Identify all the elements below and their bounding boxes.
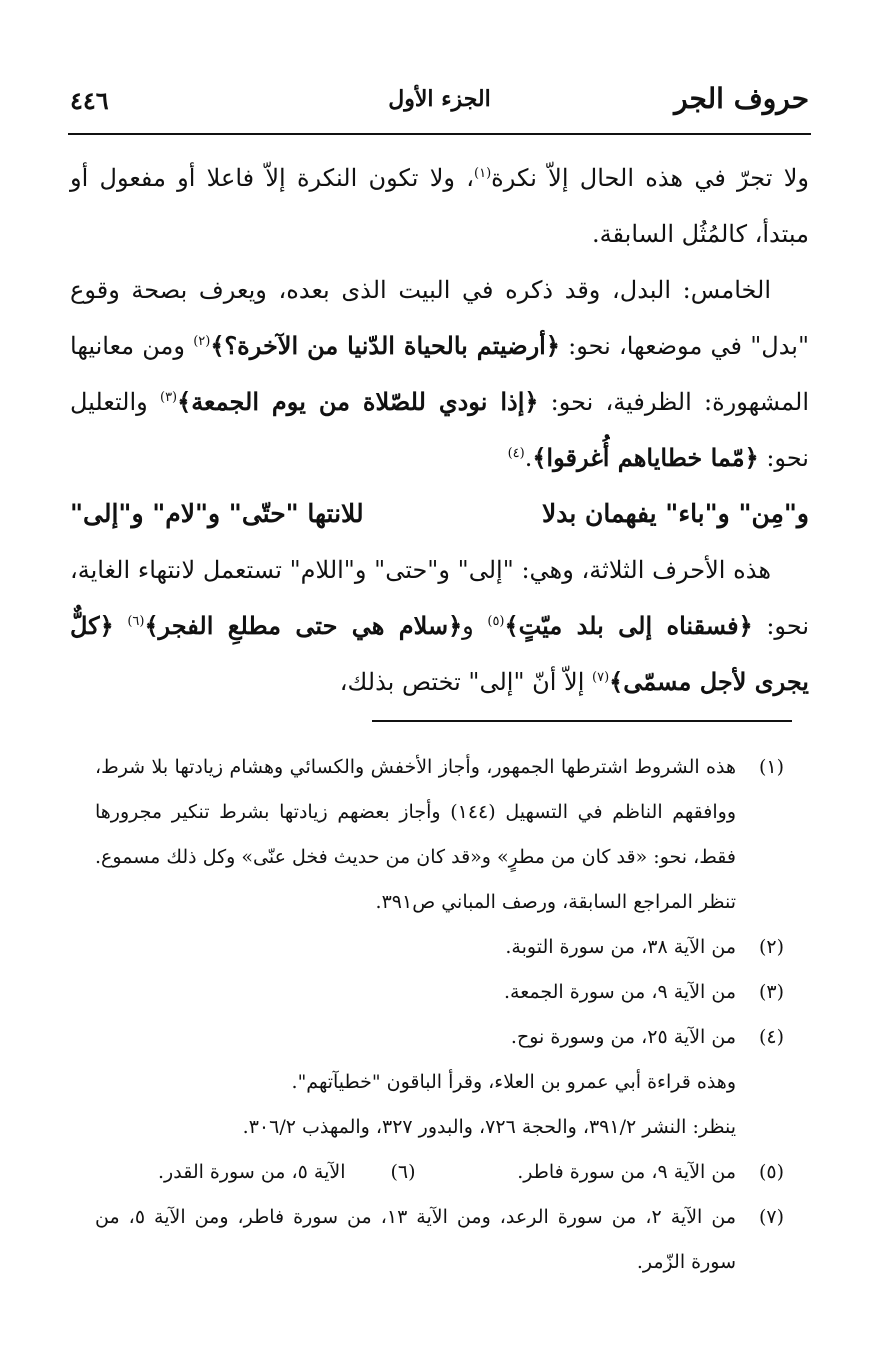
footnotes	[95, 745, 784, 1285]
part-label: الجزء الأول	[388, 86, 491, 112]
footnote-2: (٢) من الآية ٣٨، من سورة التوبة.	[505, 936, 784, 958]
quran-quote: ﴿سلام هي حتى مطلعِ الفجر﴾	[144, 611, 463, 640]
paragraph-1: ولا تجرّ في هذه الحال إلاّ نكرة$^{(١)}$، ولا تكون النكرة إلاّ فاعلا أو مفعول أو مبتدأ، كالمُثُل السابقة.	[70, 164, 809, 248]
footnote-5-6: (٥) من الآية ٩، من سورة فاطر. (٦) الآية ٥، من سورة القدر.	[95, 1150, 784, 1195]
quran-quote: ﴿كلٌّ يجرى لأجل مسمّى﴾	[70, 611, 809, 696]
verse-hemistich-right: و"مِن" و"باء" يفهمان بدلا	[541, 499, 809, 528]
quran-quote: ﴿مّما خطاياهم أُغرقوا﴾	[532, 443, 759, 472]
footnote-4-line-2: وهذه قراءة أبي عمرو بن العلاء، وقرأ الباقون "خطيآتهم".	[291, 1071, 736, 1093]
footnote-ref: (٧)	[592, 670, 610, 685]
footnote-4: (٤) من الآية ٢٥، من وسورة نوح.	[510, 1026, 784, 1048]
footnote-ref: (٣)	[159, 390, 178, 405]
footnote-ref: (١)	[474, 166, 492, 181]
footnote-7: (٧) من الآية ٢، من سورة الرعد، ومن الآية ١٣، من سورة فاطر، ومن الآية ٥، من سورة الزّمر.	[95, 1206, 784, 1273]
footnote-ref: (٥)	[487, 614, 505, 629]
footnote-ref: (٢)	[193, 334, 211, 349]
footnote-6: (٦) الآية ٥، من سورة القدر.	[158, 1161, 416, 1183]
verse-hemistich-left: للانتها "حتّى" و"لام" و"إلى"	[70, 499, 364, 528]
quran-quote: ﴿إذا نودي للصّلاة من يوم الجمعة﴾	[177, 387, 539, 416]
footnote-ref: (٦)	[127, 614, 145, 629]
footnote-separator	[372, 720, 792, 722]
quran-quote: ﴿أرضيتم بالحياة الدّنيا من الآخرة؟﴾	[210, 331, 560, 360]
main-text	[70, 150, 809, 710]
header-rule	[68, 133, 811, 135]
page-number: ٤٤٦	[70, 86, 109, 115]
footnote-5: من الآية ٩، من سورة فاطر.	[517, 1161, 736, 1183]
footnote-ref: (٤)	[507, 446, 525, 461]
footnote-1: (١) هذه الشروط اشترطها الجمهور، وأجاز الأخفش والكسائي وهشام زيادتها بلا شرط، ووافقهم الناظم في التسهيل (١٤٤) وأجاز بعضهم زيادتها بشرط تنكير مجرورها فقط، نحو: «قد كان من مطرٍ» و«قد كان من حديث فخل عنّى» وكل ذلك مسموع. تنظر المراجع السابقة، ورصف المباني ص٣٩١.	[95, 756, 784, 913]
verse-heading	[70, 486, 809, 542]
paragraph-3: هذه الأحرف الثلاثة، وهي: "إلى" و"حتى" و"اللام" تستعمل لانتهاء الغاية، نحو: ﴿فسقناه إلى بلد ميّتٍ﴾$^{(٥)}$ و﴿سلام هي حتى مطلعِ الفجر﴾$^{(٦)}$ ﴿كلٌّ يجرى لأجل مسمّى﴾$^{(٧)}$ إلاّ أنّ "إلى" تختص بذلك،	[70, 556, 810, 696]
paragraph-2: الخامس: البدل، وقد ذكره في البيت الذى بعده، ويعرف بصحة وقوع "بدل" في موضعها، نحو: ﴿أرضيتم بالحياة الدّنيا من الآخرة؟﴾$^{(٢)}$ ومن معانيها المشهورة: الظرفية، نحو: ﴿إذا نودي للصّلاة من يوم الجمعة﴾$^{(٣)}$ والتعليل نحو: ﴿مّما خطاياهم أُغرقوا﴾.$^{(٤)}$	[70, 276, 810, 472]
chapter-title: حروف الجر	[674, 82, 809, 115]
page-header	[70, 82, 809, 124]
quran-quote: ﴿فسقناه إلى بلد ميّتٍ﴾	[504, 611, 753, 640]
footnote-3: (٣) من الآية ٩، من سورة الجمعة.	[504, 981, 784, 1003]
footnote-4-line-3: ينظر: النشر ٣٩١/٢، والحجة ٧٢٦، والبدور ٣٢٧، والمهذب ٣٠٦/٢.	[242, 1116, 736, 1138]
